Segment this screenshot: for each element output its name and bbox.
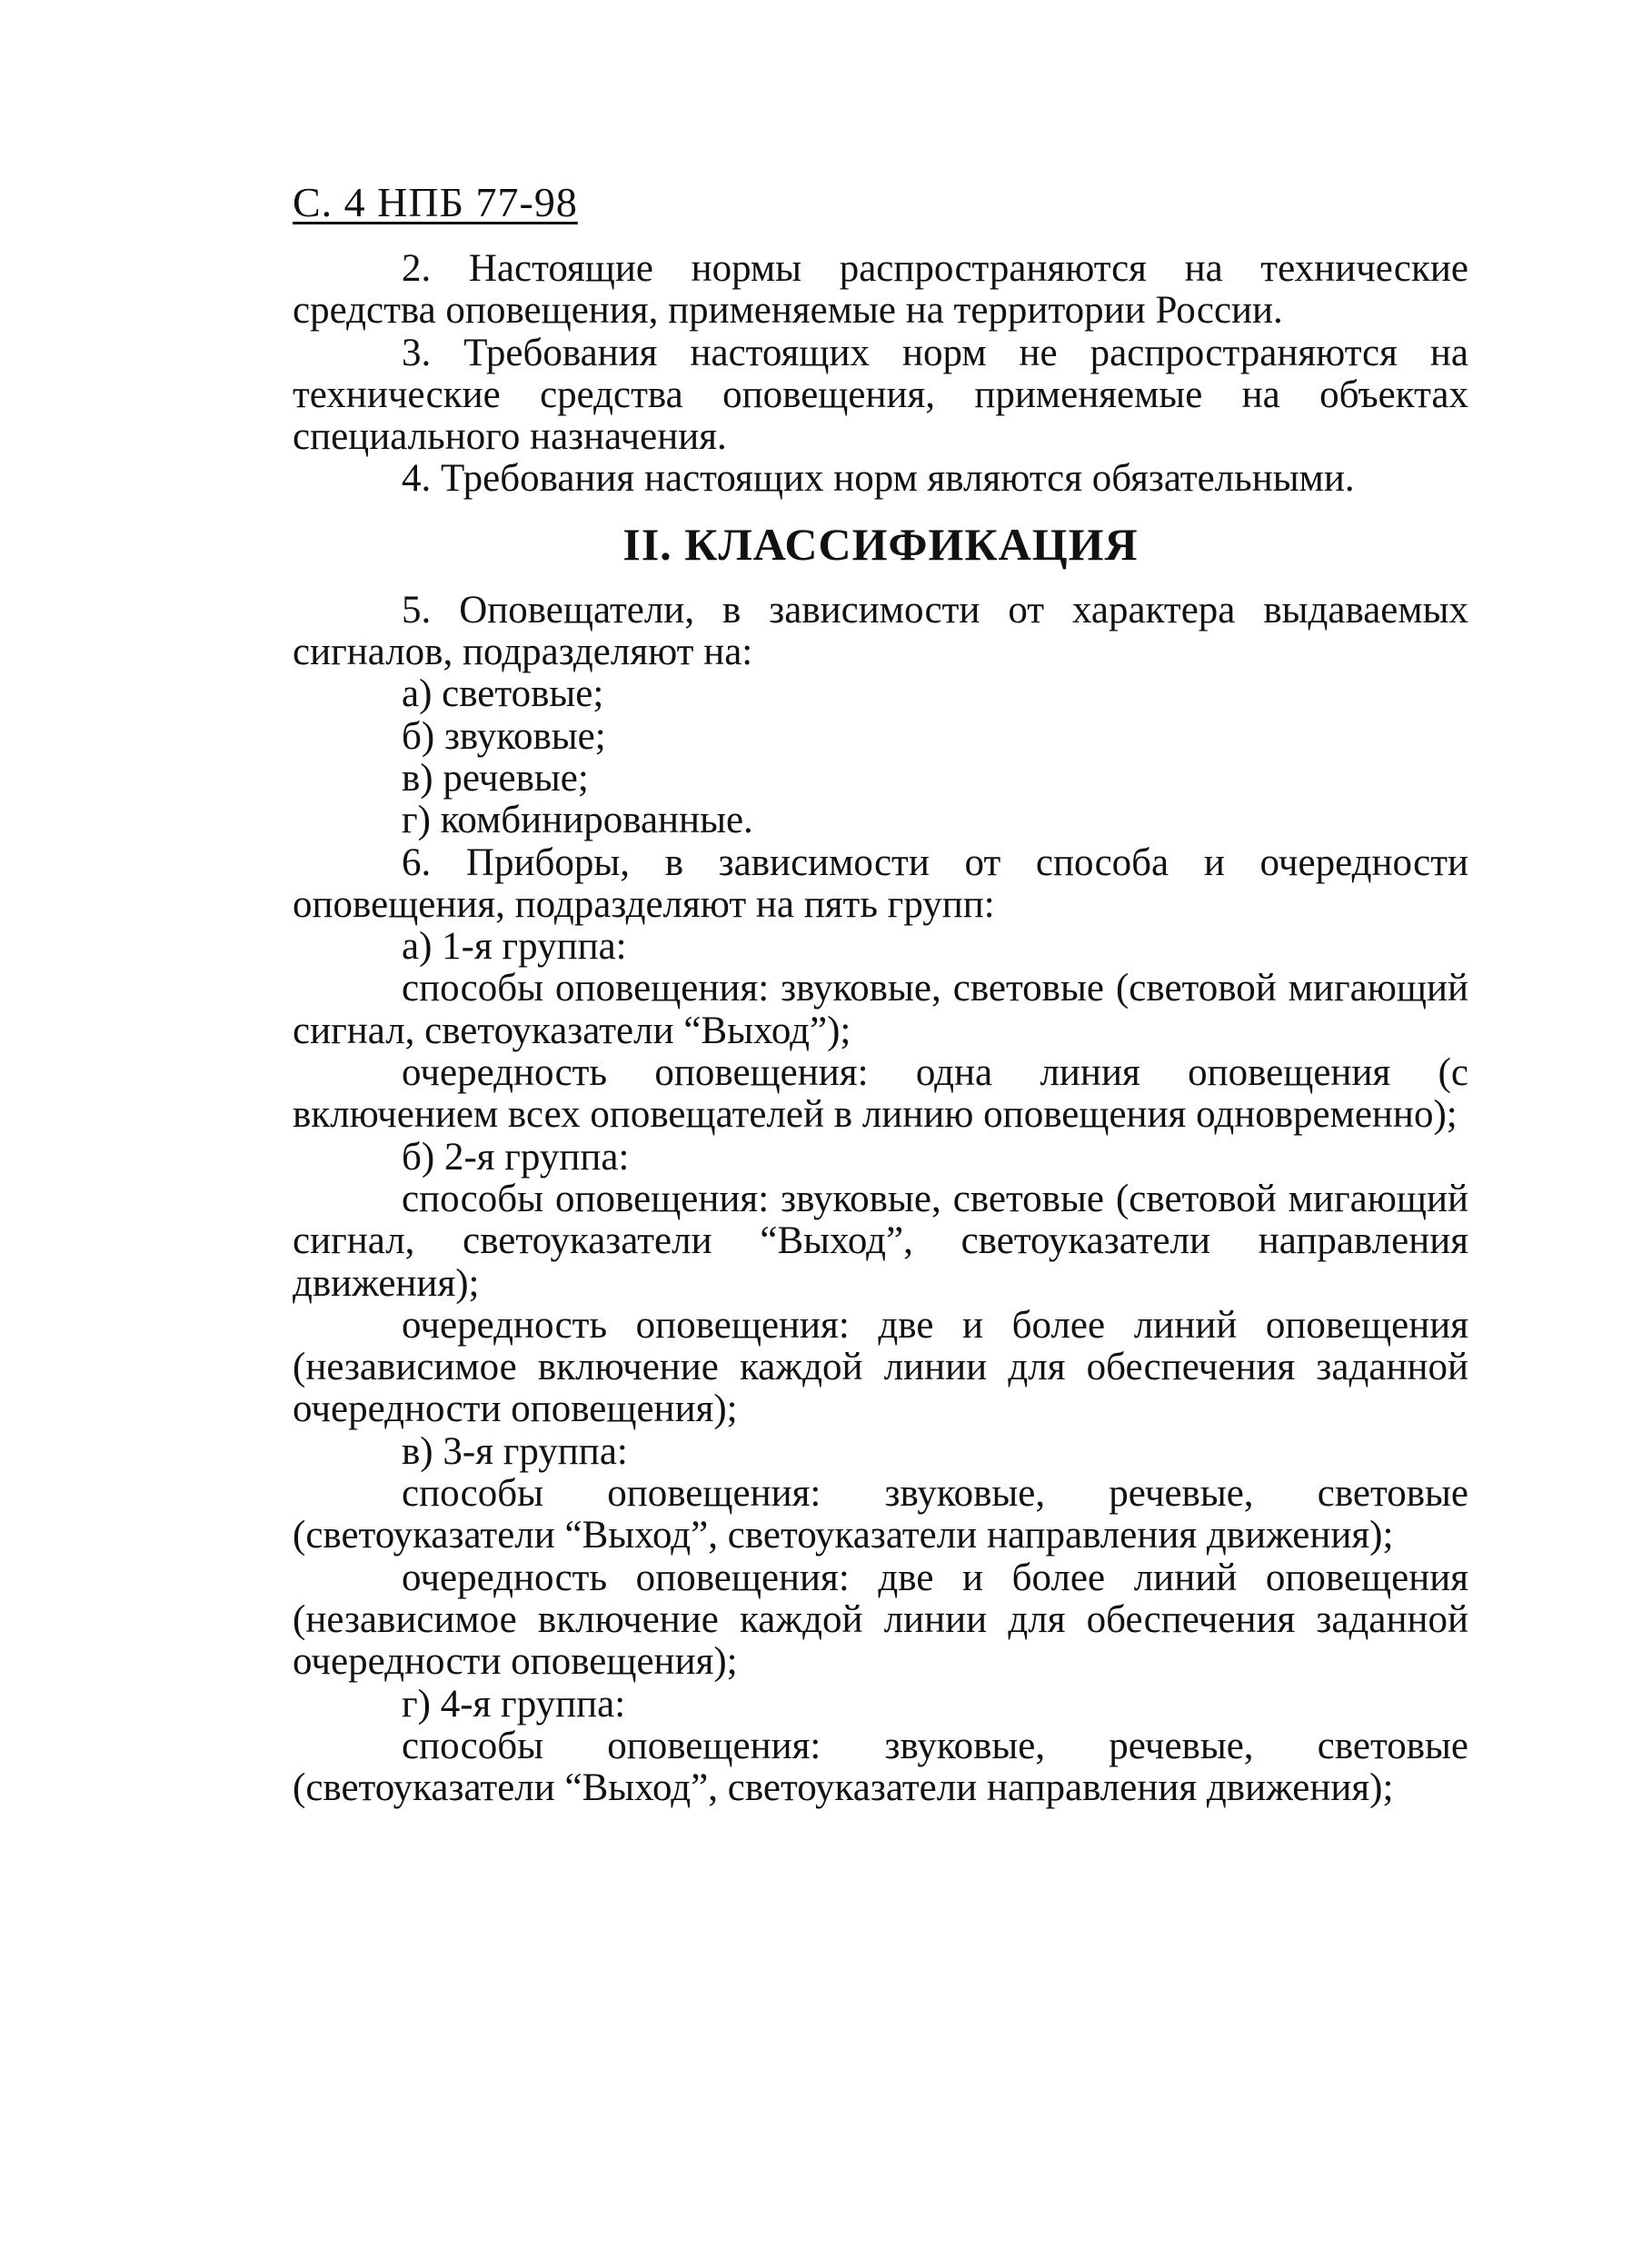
paragraph-5: 5. Оповещатели, в зависимости от характера выдаваемых сигналов, подразделяют на: — [293, 588, 1468, 674]
list-item: б) звуковые; — [402, 714, 606, 758]
group-methods: способы оповещения: звуковые, световые (световой мигающий сигнал, светоуказатели “Выход”); — [293, 967, 1468, 1052]
paragraph-3: 3. Требования настоящих норм не распространяются на технические средства оповещения, применяемые на объектах специального назначения. — [293, 331, 1468, 459]
list-item: а) световые; — [402, 672, 604, 716]
paragraph-2: 2. Настоящие нормы распространяются на технические средства оповещения, применяемые на территории России. — [293, 247, 1468, 333]
group-order: очередность оповещения: две и более линий оповещения (независимое включение каждой линии для обеспечения заданной очередности оповещения); — [293, 1303, 1468, 1431]
paragraph-4: 4. Требования настоящих норм являются обязательными. — [402, 457, 1355, 501]
page-header: С. 4 НПБ 77-98 — [293, 179, 578, 225]
group-methods: способы оповещения: звуковые, световые (световой мигающий сигнал, светоуказатели “Выход”, светоуказатели направления движения); — [293, 1177, 1468, 1305]
section-heading: II. КЛАССИФИКАЦИЯ — [622, 518, 1139, 570]
list-item: в) речевые; — [402, 756, 589, 800]
group-methods: способы оповещения: звуковые, речевые, световые (светоуказатели “Выход”, светоуказатели направления движения); — [293, 1472, 1468, 1557]
document-page — [293, 177, 1468, 1809]
group-title: а) 1-я группа: — [402, 925, 627, 969]
group-order: очередность оповещения: две и более линий оповещения (независимое включение каждой линии для обеспечения заданной очередности оповещения); — [293, 1556, 1468, 1684]
group-order: очередность оповещения: одна линия оповещения (с включением всех оповещателей в линию оповещения одновременно); — [293, 1051, 1468, 1137]
group-methods: способы оповещения: звуковые, речевые, световые (светоуказатели “Выход”, светоуказатели направления движения); — [293, 1724, 1468, 1810]
group-title: б) 2-я группа: — [402, 1135, 630, 1179]
list-item: г) комбинированные. — [402, 799, 753, 842]
group-title: в) 3-я группа: — [402, 1429, 628, 1473]
paragraph-6: 6. Приборы, в зависимости от способа и очередности оповещения, подразделяют на пять групп: — [293, 841, 1468, 926]
group-title: г) 4-я группа: — [402, 1682, 626, 1726]
